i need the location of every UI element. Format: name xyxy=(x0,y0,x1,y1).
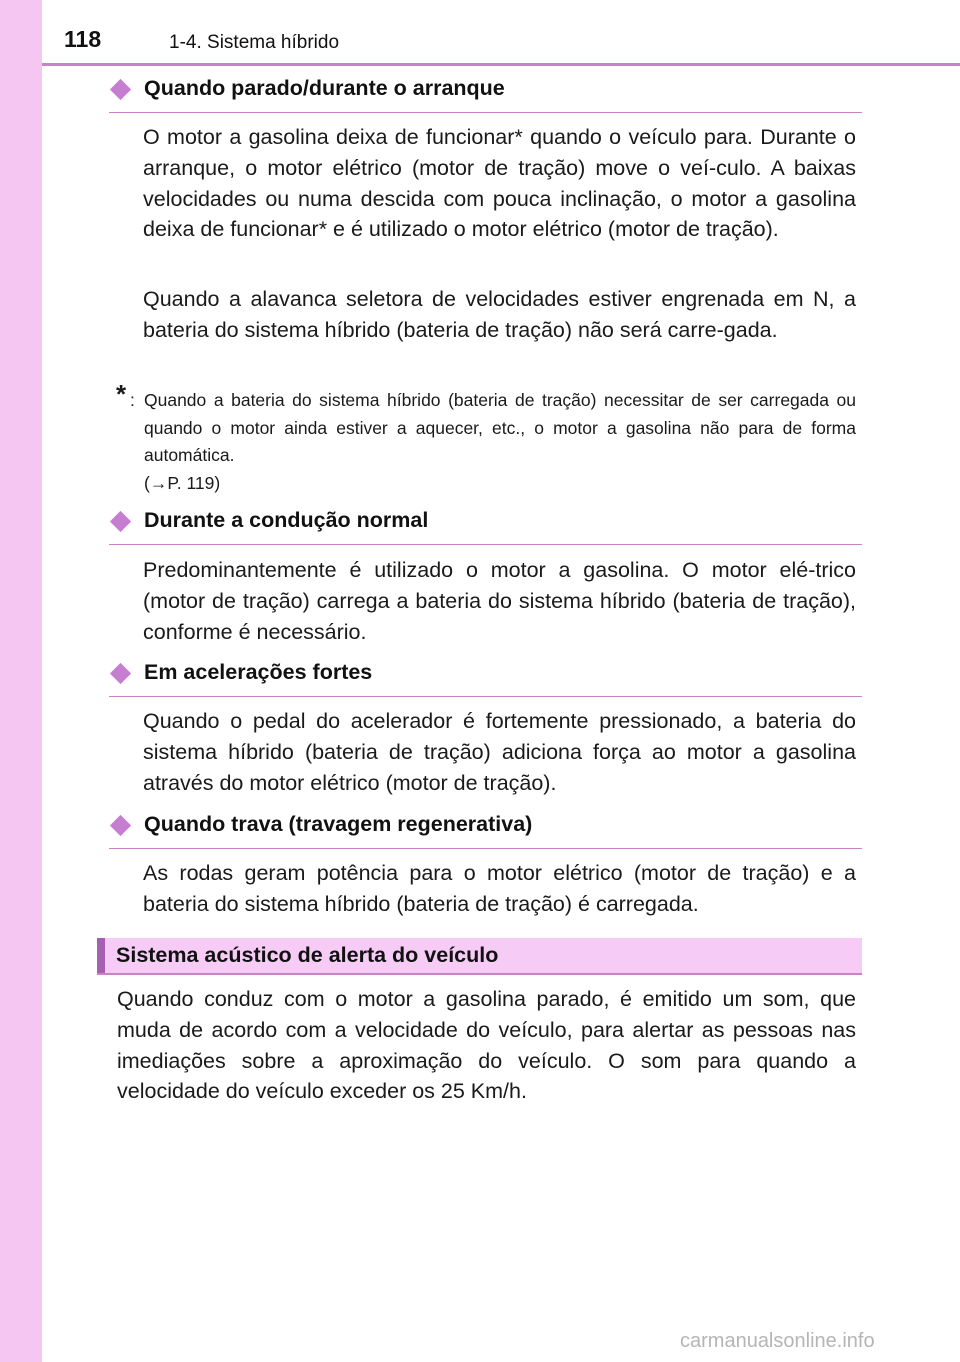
section-heading-parado xyxy=(109,76,862,113)
section-heading-text: Quando parado/durante o arranque xyxy=(144,76,505,100)
section-heading-aceleracoes xyxy=(109,660,862,697)
section-heading-text: Durante a condução normal xyxy=(144,508,429,532)
paragraph: Predominantemente é utilizado o motor a gasolina. O motor elé-trico (motor de tração) carrega a bateria do sistema híbrido (bateria de tração), conforme é necessário. xyxy=(143,558,856,644)
watermark: carmanualsonline.info xyxy=(680,1330,875,1352)
diamond-bullet-icon xyxy=(110,79,131,100)
page-side-band xyxy=(0,0,42,1362)
diamond-bullet-icon xyxy=(110,815,131,836)
paragraph: Quando a alavanca seletora de velocidades estiver engrenada em N, a bateria do sistema híbrido (bateria de tração) não será carre-gada. xyxy=(143,287,856,342)
chapter-title: 1-4. Sistema híbrido xyxy=(169,32,340,53)
footnote-page-reference: (→P. 119) xyxy=(144,472,221,493)
page-number: 118 xyxy=(64,26,102,52)
section-heading-conducao-normal xyxy=(109,508,862,545)
footnote-text: Quando a bateria do sistema híbrido (bateria de tração) necessitar de ser carregada ou quando o motor ainda estiver a aquecer, etc., o motor a gasolina não para de forma automática. xyxy=(144,390,856,465)
paragraph: O motor a gasolina deixa de funcionar* quando o veículo para. Durante o arranque, o motor elétrico (motor de tração) move o veí-culo. A baixas velocidades ou numa descida com pouca inclinação, o motor a gasolina deixa de funcionar* e é utilizado o motor elétrico (motor de tração). xyxy=(143,125,856,242)
footnote xyxy=(116,379,856,497)
heading-accent-bar xyxy=(97,938,105,973)
paragraph: Quando o pedal do acelerador é fortemente pressionado, a bateria do sistema híbrido (bateria de tração) adiciona força ao motor a gasolina através do motor elétrico (motor de tração). xyxy=(143,709,856,795)
diamond-bullet-icon xyxy=(110,511,131,532)
section-heading-text: Em acelerações fortes xyxy=(144,660,373,684)
footnote-colon: : xyxy=(130,390,135,410)
section-heading-text: Quando trava (travagem regenerativa) xyxy=(144,812,533,836)
footnote-marker: * xyxy=(116,379,127,409)
box-section-heading xyxy=(97,938,862,975)
section-heading-travagem xyxy=(109,812,862,849)
header-divider xyxy=(42,63,960,66)
paragraph: As rodas geram potência para o motor elétrico (motor de tração) e a bateria do sistema híbrido (bateria de tração) é carregada. xyxy=(143,861,856,916)
diamond-bullet-icon xyxy=(110,663,131,684)
box-heading-text: Sistema acústico de alerta do veículo xyxy=(116,943,499,967)
paragraph: Quando conduz com o motor a gasolina parado, é emitido um som, que muda de acordo com a velocidade do veículo, para alertar as pessoas nas imediações sobre a aproximação do veículo. O som para quando a velocidade do veículo exceder os 25 Km/h. xyxy=(117,987,856,1104)
